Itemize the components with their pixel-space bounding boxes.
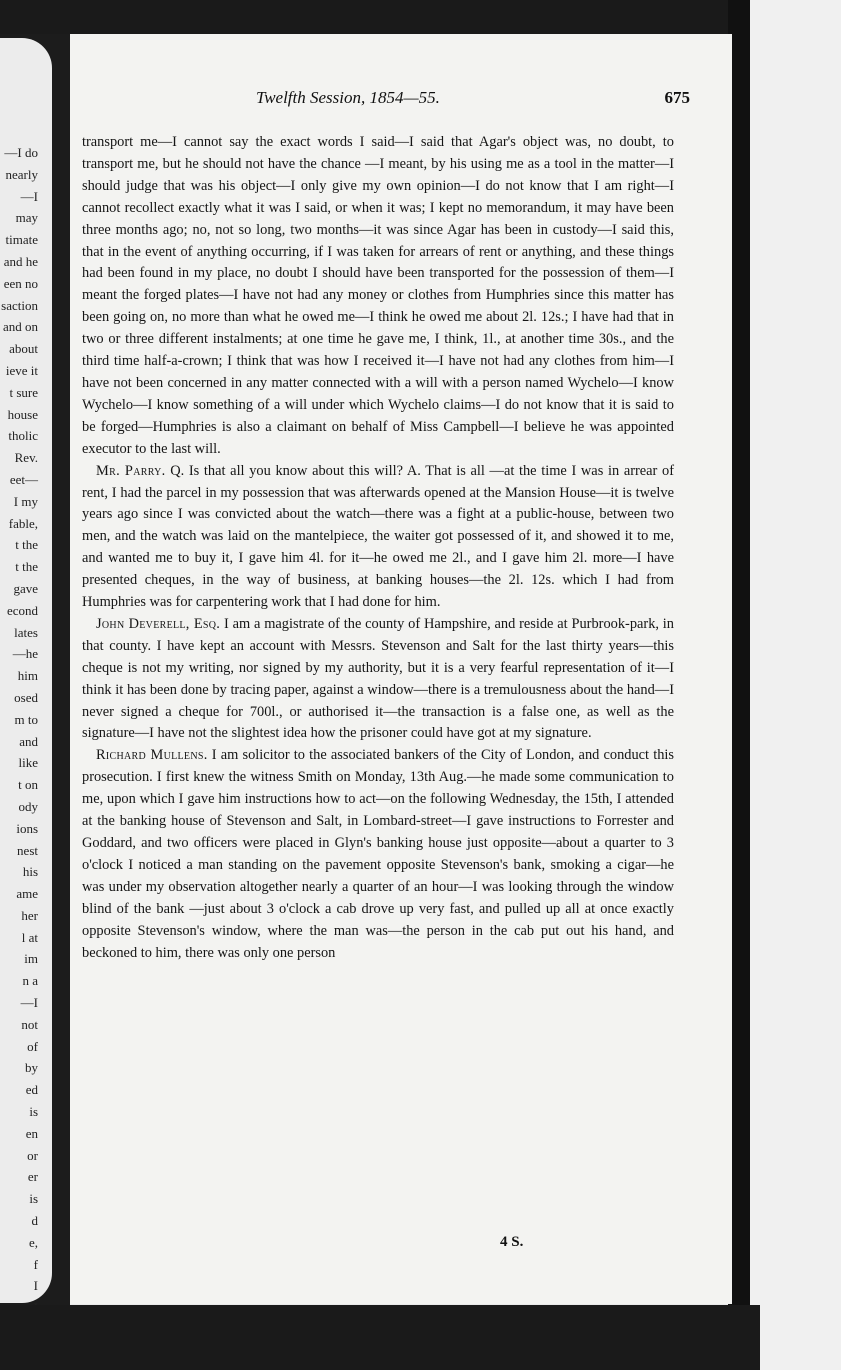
facing-page-fragment: er: [27, 1169, 38, 1185]
facing-page-fragment: him: [17, 668, 38, 684]
facing-page-fragment: is: [29, 1191, 38, 1207]
facing-page-fragment: and: [19, 733, 38, 749]
facing-page-fragment: osed: [14, 689, 38, 705]
facing-page-fragment: l at: [21, 929, 38, 945]
speaker-name: John Deverell, Esq.: [96, 615, 221, 632]
facing-page-fragment: een no: [3, 275, 38, 291]
facing-page-fragment: t sure: [9, 384, 38, 400]
facing-page-fragment: or: [27, 1147, 38, 1163]
paragraph-text: transport me—I cannot say the exact words I said—I said that Agar's object was, no doubt, to transport me, but he should not have the chance —I meant, by his using me as a tool in the matter—I should judge that was his object—I only give my own opinion—I do not know that I am right—I cannot recollect exactly what it was I said, or when it was; I kept no memorandum, it may have been three months ago; no, not so long, two months—it was since Agar has been in custody—I said this, that in the event of anything occurring, if I was taken for arrears of rent or anything, and these things had been found in my place, no doubt I should have been transported for the possession of them—I meant the forged plates—I have not had any money or clothes from Humphries since this matter has been going on, no more than what he owed me—I think he owed me about 2l. 12s.; I have had that in two or three different instalments; at one time he gave me, I think, 1l., at another time 30s., and the third time half-a-crown; I think that was how I received it—I have not had any clothes from him—I have not been concerned in any matter connected with a will with a person named Wychelo—I know Wychelo—I know something of a will under which Wychelo claims—I do not know that it is said to be forged—Humphries is also a claimant on behalf of Miss Campbell—I believe he was appointed executor to the last will.: [82, 134, 674, 457]
facing-page-fragment: Rev.: [14, 450, 38, 466]
paragraph-text: I am solicitor to the associated bankers of the City of London, and conduct this prosecution. I first knew the witness Smith on Monday, 13th Aug.—he made some communication to me, upon which I gave him instructions how to act—on the following Wednesday, the 15th, I attended at the banking house of Stevenson and Salt, in Lombard-street—I gave instructions to Forrester and Goddard, and two officers were placed in Glyn's banking house just opposite—about a quarter to 3 o'clock I noticed a man standing on the pavement opposite Stevenson's bank, smoking a cigar—he was under my observation altogether nearly a quarter of an hour—I was looking through the window blind of the bank —just about 3 o'clock a cab drove up very fast, and pulled up all at once exactly opposite Stevenson's window, where the man was—the person in the cab put out his hand, and beckoned to him, there was only one person: [82, 747, 674, 961]
paragraph-text: I am a magistrate of the county of Hampshire, and reside at Purbrook-park, in that county. I have kept an account with Messrs. Stevenson and Salt for the last thirty years—this cheque is not my writing, nor signed by my authority, but it is a very fearful representation of it—I think it has been done by tracing paper, against a window—there is a tremulousness about the hand—I never signed a cheque for 700l., or authorised it—the transaction is a false one, as well as the signature—I have not the slightest idea how the prisoner could have got at my signature.: [82, 615, 674, 742]
facing-page-fragment: econd: [6, 602, 38, 618]
facing-page-fragment: t on: [18, 777, 38, 793]
facing-page-fragment: —I do: [4, 145, 38, 160]
facing-page-edge: [0, 38, 52, 1303]
facing-page-fragment: gave: [13, 580, 38, 596]
facing-page-fragment: I my: [13, 493, 38, 509]
facing-page-fragment: and he: [3, 253, 38, 269]
facing-page-fragment: —I: [20, 995, 38, 1011]
top-shadow: [0, 0, 760, 34]
facing-page-fragment: m to: [14, 711, 38, 727]
paragraph-text: Q. Is that all you know about this will? A. That is all —at the time I was in arrear of rent, I had the parcel in my possession that was afterwards opened at the Mansion House—it is twelve years ago since I was convicted about the watch—there was a fight at a public-house, between two men, and the watch was laid on the mantelpiece, the waiter got possessed of it, and showed it to me, and wanted me to buy it, I gave him 4l. for it—he owed me 2l., and I gave him 2l. more—I have presented cheques, in the way of business, at banking houses—the 2l. 12s. which I had from Humphries was for carpentering work that I had done for him.: [82, 462, 674, 611]
catchword: 4 S.: [500, 1234, 524, 1250]
facing-page-fragment: I: [33, 1278, 38, 1294]
running-title: Twelfth Session, 1854—55.: [256, 88, 440, 107]
facing-page-fragment: saction: [1, 297, 38, 313]
facing-page-fragment: f: [33, 1256, 38, 1272]
paragraph-4: [82, 745, 674, 964]
facing-page-fragment: ame: [16, 886, 38, 902]
facing-page-fragment: im: [24, 951, 38, 967]
facing-page-fragment: d: [31, 1213, 38, 1229]
speaker-name: Richard Mullens.: [96, 747, 208, 764]
facing-page-fragment: about: [9, 341, 38, 357]
facing-page-fragment: eet—: [9, 471, 38, 487]
facing-page-fragment: house: [7, 406, 38, 422]
facing-page-fragment: ieve it: [5, 362, 38, 378]
page-number: 675: [664, 88, 690, 107]
facing-page-fragment: t the: [15, 537, 38, 553]
facing-page-fragment: —he: [12, 646, 38, 662]
facing-page-fragment: nearly: [5, 166, 38, 182]
facing-page-fragment: not: [21, 1016, 38, 1032]
facing-page-fragment: fable,: [8, 515, 38, 531]
facing-page-fragment: tholic: [8, 428, 38, 444]
right-margin: [740, 0, 841, 1370]
facing-page-fragment: ed: [25, 1082, 38, 1098]
facing-page-fragment: lates: [14, 624, 38, 640]
facing-page-fragment: e,: [28, 1234, 38, 1250]
facing-page-fragment: is: [29, 1104, 38, 1120]
facing-page-fragment: en: [25, 1125, 38, 1141]
facing-page-fragment: ions: [16, 820, 38, 836]
body-text: [82, 132, 674, 964]
paragraph-1: [82, 132, 674, 461]
paragraph-3: [82, 614, 674, 745]
facing-page-fragment: ody: [18, 798, 38, 814]
bottom-shadow: [0, 1305, 760, 1370]
facing-page-fragment: her: [21, 907, 38, 923]
facing-page-fragment: timate: [5, 232, 38, 248]
facing-page-fragment: —I may: [15, 188, 38, 226]
facing-page-fragment: like: [18, 755, 38, 771]
facing-page-fragment: n a: [22, 973, 38, 989]
facing-page-fragment: nest: [17, 842, 38, 858]
page-header: [70, 88, 732, 118]
facing-page-fragment: of: [27, 1038, 38, 1054]
paragraph-2: [82, 461, 674, 614]
book-page: [70, 34, 732, 1304]
facing-page-text-fragments: [0, 142, 38, 1319]
facing-page-fragment: his: [22, 864, 38, 880]
facing-page-fragment: by: [25, 1060, 38, 1076]
facing-page-fragment: t the: [15, 559, 38, 575]
speaker-name: Mr. Parry.: [96, 462, 166, 479]
facing-page-fragment: and on: [2, 319, 38, 335]
